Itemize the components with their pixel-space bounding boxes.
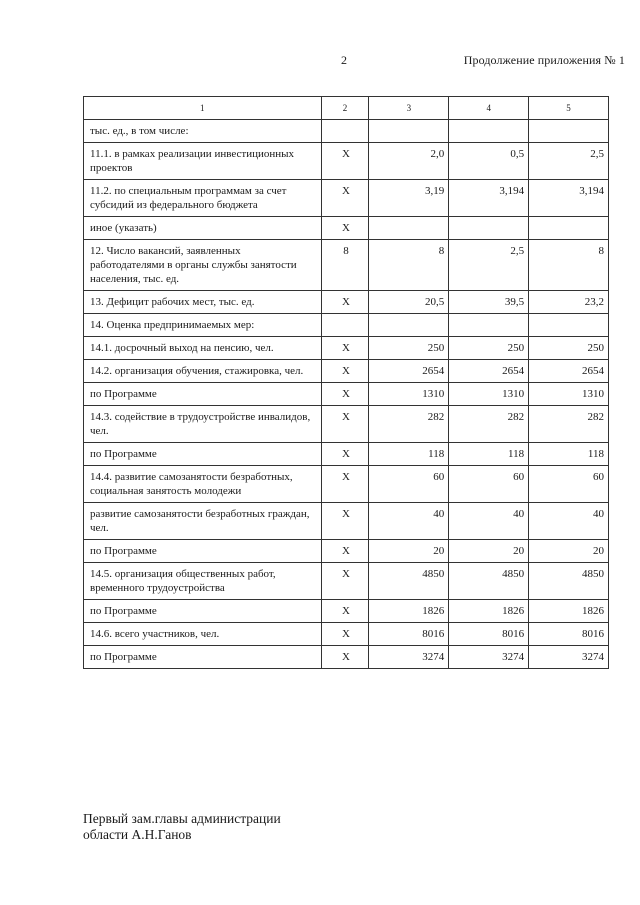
row-value-col4: 3274 [449, 646, 529, 669]
row-value-col3 [369, 314, 449, 337]
row-label: 14.6. всего участников, чел. [84, 623, 322, 646]
row-value-col5: 1826 [529, 600, 609, 623]
table-body [84, 97, 609, 669]
row-label: развитие самозанятости безработных граждан, чел. [84, 503, 322, 540]
row-label: 14.4. развитие самозанятости безработных, социальная занятость молодежи [84, 466, 322, 503]
row-value-col3: 60 [369, 466, 449, 503]
row-label: 12. Число вакансий, заявленных работодателями в органы службы занятости населения, тыс. ед. [84, 240, 322, 291]
table-row [84, 383, 609, 406]
row-value-col4: 60 [449, 466, 529, 503]
row-indicator: X [321, 217, 369, 240]
table-row [84, 217, 609, 240]
row-value-col3: 3274 [369, 646, 449, 669]
row-label: иное (указать) [84, 217, 322, 240]
row-value-col4: 40 [449, 503, 529, 540]
row-value-col3: 118 [369, 443, 449, 466]
row-indicator: X [321, 466, 369, 503]
row-value-col5: 1310 [529, 383, 609, 406]
table-row [84, 360, 609, 383]
row-value-col5 [529, 120, 609, 143]
data-table [83, 96, 609, 669]
table-row [84, 291, 609, 314]
appendix-heading: Продолжение приложения № 1 [463, 53, 625, 67]
row-label: по Программе [84, 646, 322, 669]
row-value-col4: 282 [449, 406, 529, 443]
row-value-col5: 4850 [529, 563, 609, 600]
row-value-col5: 60 [529, 466, 609, 503]
row-value-col4: 4850 [449, 563, 529, 600]
table-row [84, 314, 609, 337]
table-row [84, 337, 609, 360]
row-label: 14. Оценка предпринимаемых мер: [84, 314, 322, 337]
row-value-col4: 39,5 [449, 291, 529, 314]
row-value-col4 [449, 120, 529, 143]
signature-block [83, 811, 281, 843]
row-value-col4: 3,194 [449, 180, 529, 217]
row-label: 11.1. в рамках реализации инвестиционных проектов [84, 143, 322, 180]
row-value-col3: 250 [369, 337, 449, 360]
table-row [84, 540, 609, 563]
row-indicator [321, 120, 369, 143]
row-value-col3 [369, 217, 449, 240]
row-value-col4: 2,5 [449, 240, 529, 291]
page-number: 2 [341, 53, 347, 67]
row-label: тыс. ед., в том числе: [84, 120, 322, 143]
row-value-col3 [369, 120, 449, 143]
column-number: 5 [529, 97, 609, 120]
row-indicator: X [321, 503, 369, 540]
row-indicator [321, 314, 369, 337]
signature-title: Первый зам.главы администрации [83, 811, 281, 826]
row-value-col5: 3,194 [529, 180, 609, 217]
row-value-col3: 2654 [369, 360, 449, 383]
row-value-col3: 20,5 [369, 291, 449, 314]
table-row [84, 503, 609, 540]
row-indicator: X [321, 291, 369, 314]
row-value-col4: 0,5 [449, 143, 529, 180]
row-value-col4: 2654 [449, 360, 529, 383]
table-row [84, 600, 609, 623]
row-value-col3: 20 [369, 540, 449, 563]
row-value-col3: 8 [369, 240, 449, 291]
row-value-col5: 40 [529, 503, 609, 540]
table-row [84, 466, 609, 503]
row-label: по Программе [84, 383, 322, 406]
row-value-col5: 2654 [529, 360, 609, 383]
row-value-col5 [529, 217, 609, 240]
row-indicator: X [321, 563, 369, 600]
column-number: 2 [321, 97, 369, 120]
row-value-col4: 8016 [449, 623, 529, 646]
row-label: по Программе [84, 443, 322, 466]
row-value-col5: 8 [529, 240, 609, 291]
column-number: 1 [84, 97, 322, 120]
row-label: 14.2. организация обучения, стажировка, чел. [84, 360, 322, 383]
row-value-col5: 2,5 [529, 143, 609, 180]
row-value-col5: 250 [529, 337, 609, 360]
row-indicator: 8 [321, 240, 369, 291]
row-value-col4: 1826 [449, 600, 529, 623]
row-value-col5: 282 [529, 406, 609, 443]
table-row [84, 143, 609, 180]
row-label: по Программе [84, 540, 322, 563]
row-value-col3: 2,0 [369, 143, 449, 180]
row-value-col3: 3,19 [369, 180, 449, 217]
row-value-col4: 1310 [449, 383, 529, 406]
table-row [84, 443, 609, 466]
row-indicator: X [321, 623, 369, 646]
column-number: 4 [449, 97, 529, 120]
row-label: 11.2. по специальным программам за счет субсидий из федерального бюджета [84, 180, 322, 217]
row-indicator: X [321, 360, 369, 383]
row-value-col3: 1826 [369, 600, 449, 623]
row-value-col3: 4850 [369, 563, 449, 600]
row-label: 13. Дефицит рабочих мест, тыс. ед. [84, 291, 322, 314]
row-label: по Программе [84, 600, 322, 623]
row-indicator: X [321, 337, 369, 360]
row-value-col5: 23,2 [529, 291, 609, 314]
table-row [84, 646, 609, 669]
row-value-col4 [449, 314, 529, 337]
row-indicator: X [321, 143, 369, 180]
row-indicator: X [321, 383, 369, 406]
table-row [84, 120, 609, 143]
row-indicator: X [321, 443, 369, 466]
table-row [84, 406, 609, 443]
signature-name: области А.Н.Ганов [83, 827, 192, 842]
row-value-col4: 20 [449, 540, 529, 563]
row-value-col5: 118 [529, 443, 609, 466]
row-value-col5 [529, 314, 609, 337]
row-value-col4: 118 [449, 443, 529, 466]
row-indicator: X [321, 406, 369, 443]
table-row [84, 563, 609, 600]
row-value-col5: 20 [529, 540, 609, 563]
row-indicator: X [321, 180, 369, 217]
column-number-row [84, 97, 609, 120]
row-label: 14.5. организация общественных работ, временного трудоустройства [84, 563, 322, 600]
row-value-col5: 8016 [529, 623, 609, 646]
table-row [84, 623, 609, 646]
row-value-col4: 250 [449, 337, 529, 360]
row-value-col3: 282 [369, 406, 449, 443]
row-value-col3: 1310 [369, 383, 449, 406]
row-value-col5: 3274 [529, 646, 609, 669]
row-label: 14.3. содействие в трудоустройстве инвалидов, чел. [84, 406, 322, 443]
row-value-col3: 40 [369, 503, 449, 540]
table-row [84, 180, 609, 217]
row-indicator: X [321, 540, 369, 563]
table-row [84, 240, 609, 291]
row-indicator: X [321, 646, 369, 669]
column-number: 3 [369, 97, 449, 120]
row-label: 14.1. досрочный выход на пенсию, чел. [84, 337, 322, 360]
row-value-col3: 8016 [369, 623, 449, 646]
row-indicator: X [321, 600, 369, 623]
row-value-col4 [449, 217, 529, 240]
